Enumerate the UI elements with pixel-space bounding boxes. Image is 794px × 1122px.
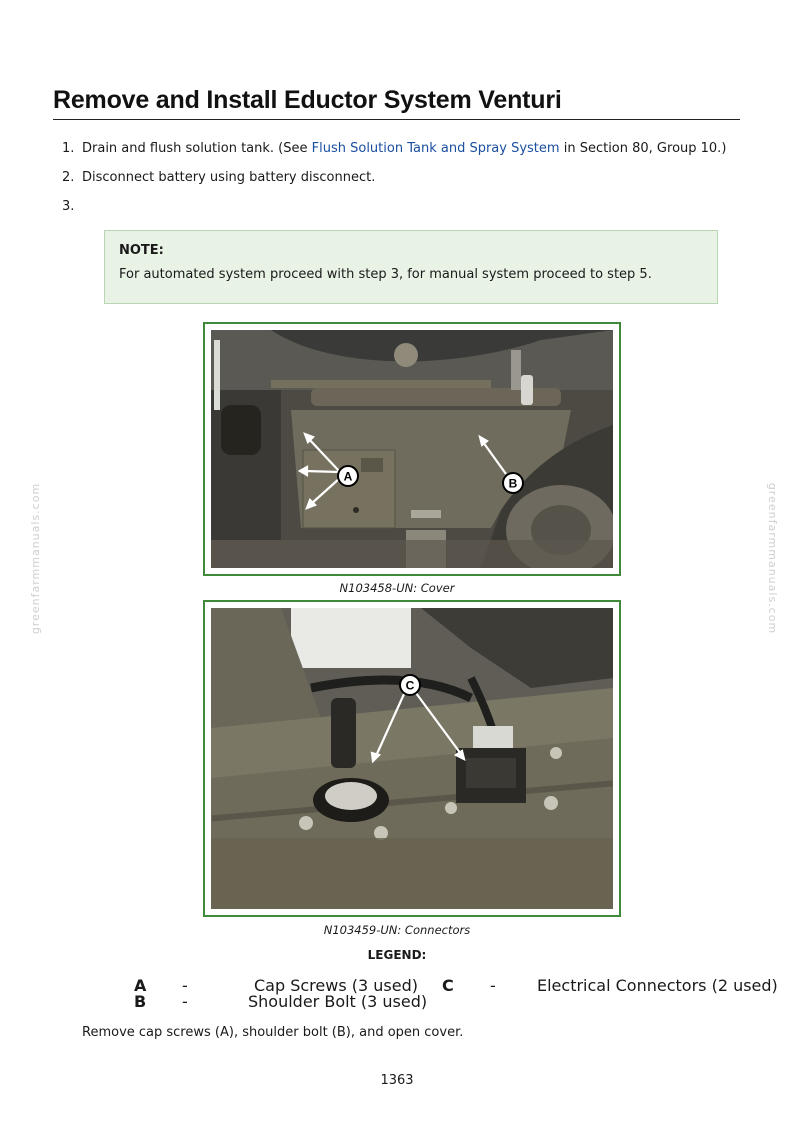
legend-title: LEGEND: — [367, 948, 427, 962]
steps-list — [62, 141, 742, 228]
legend-desc: Electrical Connectors (2 used) — [537, 976, 778, 995]
step-3 — [62, 199, 742, 228]
step-1 — [62, 141, 742, 170]
flush-solution-tank-link[interactable]: Flush Solution Tank and Spray System — [311, 141, 560, 156]
watermark-right: greenfarmmanuals.com — [766, 482, 780, 635]
step-text-pre: Drain and flush solution tank. (See — [82, 141, 312, 156]
connectors-photo — [211, 608, 613, 909]
figure-cover — [203, 322, 621, 576]
legend-dash: - — [182, 992, 188, 1011]
legend-desc: Cap Screws (3 used) — [254, 976, 418, 995]
legend-key: B — [134, 992, 147, 1011]
legend-dash: - — [182, 976, 188, 995]
figure-connectors-caption: N103459-UN: Connectors — [323, 923, 471, 937]
step-number: 2. — [62, 170, 75, 185]
legend-key: A — [134, 976, 147, 995]
callout-a — [338, 466, 358, 486]
callout-c-label: C — [405, 678, 415, 693]
note-text: For automated system proceed with step 3, for manual system proceed to step 5. — [119, 267, 652, 282]
legend-desc: Shoulder Bolt (3 used) — [248, 992, 428, 1011]
step-text — [82, 141, 726, 170]
legend-key: C — [442, 976, 454, 995]
step-2 — [62, 170, 742, 199]
callout-b — [503, 473, 523, 493]
step-text-post: in Section 80, Group 10.) — [559, 141, 727, 156]
note-box — [104, 230, 718, 304]
page-title: Remove and Install Eductor System Venturi — [53, 86, 740, 120]
step-number: 3. — [62, 199, 75, 214]
watermark-left: greenfarmmanuals.com — [29, 482, 43, 635]
step-text: Disconnect battery using battery disconnect. — [82, 170, 376, 185]
note-heading: NOTE: — [119, 243, 164, 258]
cover-photo — [211, 330, 613, 568]
instruction-paragraph: Remove cap screws (A), shoulder bolt (B), and open cover. — [82, 1025, 464, 1040]
callout-a-label: A — [343, 469, 353, 484]
page-number: 1363 — [380, 1073, 414, 1088]
legend-dash: - — [490, 976, 496, 995]
step-number: 1. — [62, 141, 75, 156]
figure-connectors — [203, 600, 621, 917]
figure-cover-caption: N103458-UN: Cover — [339, 581, 455, 595]
callout-b-label: B — [508, 476, 518, 491]
callout-c — [400, 675, 420, 695]
